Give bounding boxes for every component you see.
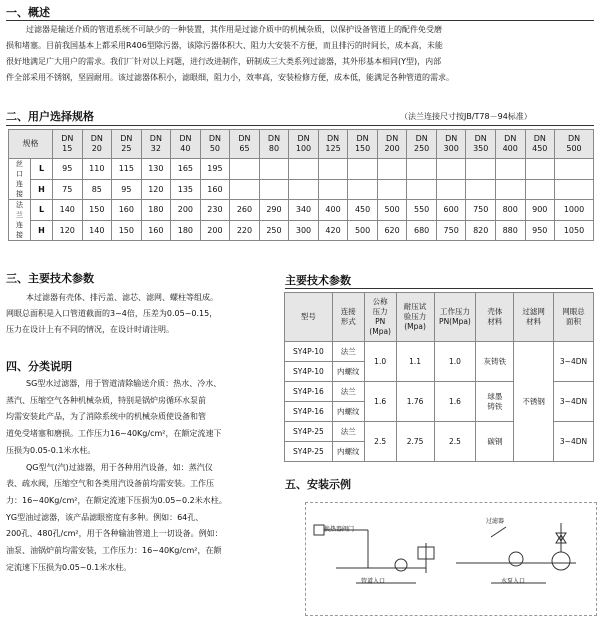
params-pn: 2.5 [364, 422, 396, 462]
spec-cell: 600 [436, 200, 466, 221]
spec-cell: 150 [82, 200, 112, 221]
spec-size-value: 125 [325, 144, 341, 153]
spec-dn-label: DN [326, 134, 340, 143]
tech-line: 网眼总面积是入口管道截面的3~4倍，压差为0.05~0.15， [6, 309, 218, 318]
params-header: 过滤网 材料 [514, 293, 554, 342]
spec-cell [289, 159, 319, 180]
spec-size-header [112, 130, 142, 159]
params-header: 壳体 材料 [476, 293, 514, 342]
spec-cell [525, 159, 555, 180]
overview-line: 过滤器是输送介质的管道系统不可缺少的一种装置，其作用是过滤介质中的机械杂质，以保护设备管道上的配件免受磨 [26, 25, 442, 34]
spec-note: （法兰连接尺寸按JB/T78－94标准） [400, 112, 532, 121]
params-area: 3~4DN [554, 382, 594, 422]
spec-dn-label: DN [120, 134, 133, 143]
spec-cell: 1050 [555, 220, 594, 241]
spec-cell [348, 159, 378, 180]
params-connection: 内螺纹 [332, 402, 364, 422]
classify-line: 表、疏水阀，压缩空气和各类用汽设备前均需安装。工作压 [6, 479, 214, 489]
spec-cell: 195 [200, 159, 230, 180]
spec-size-header [495, 130, 525, 159]
spec-cell: 260 [230, 200, 260, 221]
spec-corner: 规格 [9, 130, 53, 159]
spec-cell: 620 [377, 220, 407, 241]
spec-cell: 140 [53, 200, 83, 221]
spec-cell [318, 159, 348, 180]
spec-title: 二、用户选择规格 [6, 110, 94, 123]
spec-group-char: 接 [16, 231, 23, 239]
params-connection: 法兰 [332, 342, 364, 362]
overview-line: 很好地满足广大用户的需求。我们厂针对以上问题，进行改进制作，研制成三大类系列过滤器，其外形基本相同(Y型)，内部 [6, 57, 442, 66]
spec-cell [555, 179, 594, 200]
spec-cell [230, 159, 260, 180]
params-header: 工作压力 PN(Mpa) [434, 293, 476, 342]
spec-dn-label: DN [474, 134, 487, 143]
spec-cell [525, 179, 555, 200]
spec-size-value: 250 [414, 144, 430, 153]
classify-line: SG型水过滤器，用于管道清除输送介质：热水、冷水、 [26, 379, 222, 388]
params-model: SY4P-16 [285, 382, 333, 402]
spec-row [9, 200, 594, 221]
spec-cell: 160 [200, 179, 230, 200]
spec-dimension: L [31, 159, 53, 180]
spec-dn-label: DN [533, 134, 546, 143]
spec-table [8, 129, 594, 241]
spec-cell [230, 179, 260, 200]
spec-size-header [259, 130, 289, 159]
spec-dn-label: DN [238, 134, 251, 143]
spec-cell [407, 179, 437, 200]
tech-title: 三、主要技术参数 [6, 272, 94, 285]
params-shell: 碳钢 [476, 422, 514, 462]
leader-line [491, 527, 506, 537]
spec-cell: 120 [141, 179, 171, 200]
params-title: 主要技术参数 [285, 274, 351, 287]
params-model: SY4P-25 [285, 442, 333, 462]
label-pipe-inlet: 管道入口 [361, 578, 386, 585]
spec-cell: 160 [141, 220, 171, 241]
spec-cell: 400 [318, 200, 348, 221]
spec-cell [259, 159, 289, 180]
spec-size-value: 40 [180, 144, 191, 153]
classify-line: QG型气(汽)过滤器，用于各种用汽设备，如：蒸汽仪 [26, 462, 213, 472]
classify-line: 压损为0.05-0.1米水柱。 [6, 445, 96, 455]
spec-size-header [555, 130, 594, 159]
spec-cell [377, 179, 407, 200]
spec-group-char: 法 [16, 201, 23, 209]
spec-size-value: 200 [384, 144, 400, 153]
filter-symbol [509, 552, 523, 566]
spec-dn-label: DN [445, 134, 458, 143]
spec-size-header [436, 130, 466, 159]
pump-symbol [552, 552, 570, 570]
spec-group-char: 兰 [16, 211, 23, 219]
tech-line: 压力在设计上有不同的情况，在设计时请注明。 [6, 325, 174, 334]
params-test: 1.76 [396, 382, 434, 422]
spec-cell: 150 [112, 220, 142, 241]
spec-cell: 500 [377, 200, 407, 221]
spec-cell [436, 179, 466, 200]
params-model: SY4P-10 [285, 342, 333, 362]
spec-cell: 800 [495, 200, 525, 221]
spec-cell [289, 179, 319, 200]
overview-rule [6, 20, 594, 21]
params-work: 2.5 [434, 422, 476, 462]
spec-size-header [289, 130, 319, 159]
spec-size-header [407, 130, 437, 159]
spec-cell: 95 [112, 179, 142, 200]
overview-title: 一、概述 [6, 6, 50, 19]
params-header: 型号 [285, 293, 333, 342]
spec-size-value: 450 [532, 144, 548, 153]
spec-dn-label: DN [149, 134, 162, 143]
spec-cell: 180 [171, 220, 201, 241]
spec-cell [348, 179, 378, 200]
classify-line: 均需安装此产品，为了消除系统中的机械杂质使设备和管 [6, 412, 206, 422]
spec-cell: 820 [466, 220, 496, 241]
label-pump-inlet: 水泵入口 [501, 578, 526, 585]
params-test: 1.1 [396, 342, 434, 382]
spec-cell [377, 159, 407, 180]
overview-line: 损和堵塞。目前我国基本上都采用R406型除污器，该除污器体积大、阻力大安装不方便，而且排污的时间长，成本高，未能 [6, 41, 443, 50]
spec-size-value: 20 [91, 144, 102, 153]
params-model: SY4P-10 [285, 362, 333, 382]
spec-cell [466, 159, 496, 180]
spec-cell: 75 [53, 179, 83, 200]
spec-cell: 250 [259, 220, 289, 241]
spec-size-header [525, 130, 555, 159]
params-pn: 1.0 [364, 342, 396, 382]
classify-text [6, 376, 227, 576]
spec-group-char: 接 [16, 190, 23, 198]
params-header: 网眼总 面积 [554, 293, 594, 342]
params-connection: 内螺纹 [332, 362, 364, 382]
install-diagram [305, 502, 597, 616]
spec-cell [436, 159, 466, 180]
spec-size-header [200, 130, 230, 159]
spec-size-value: 25 [121, 144, 132, 153]
params-model: SY4P-25 [285, 422, 333, 442]
spec-dn-label: DN [267, 134, 281, 143]
spec-dn-label: DN [208, 134, 221, 143]
overview-line: 件全部采用不锈钢，坚固耐用。该过滤器体积小，滤眼细，阻力小，效率高，安装检修方便，成本低，能满足各种管道的需求。 [6, 73, 454, 82]
spec-cell: 165 [171, 159, 201, 180]
spec-group-char: 口 [16, 170, 23, 178]
spec-cell [495, 179, 525, 200]
install-drawing [306, 503, 596, 615]
spec-cell: 160 [112, 200, 142, 221]
spec-group-label [9, 200, 31, 241]
spec-size-value: 50 [209, 144, 221, 153]
spec-cell: 300 [289, 220, 319, 241]
spec-dn-label: DN [504, 134, 517, 143]
spec-cell: 880 [495, 220, 525, 241]
params-header: 耐压试 验压力 (Mpa) [396, 293, 434, 342]
spec-cell: 680 [407, 220, 437, 241]
spec-cell: 230 [200, 200, 230, 221]
spec-cell [555, 159, 594, 180]
spec-cell: 1000 [555, 200, 594, 221]
spec-size-value: 150 [354, 144, 371, 153]
classify-line: 蒸汽、压缩空气各种机械杂质，特别是锅炉房循环水泵前 [6, 395, 206, 405]
spec-dn-label: DN [90, 134, 103, 143]
spec-cell: 180 [141, 200, 171, 221]
params-header: 连接 形式 [332, 293, 364, 342]
spec-cell [495, 159, 525, 180]
spec-size-value: 65 [239, 144, 250, 153]
params-test: 2.75 [396, 422, 434, 462]
spec-cell: 110 [82, 159, 112, 180]
label-filter: 过滤器 [486, 518, 505, 525]
valve-symbol [314, 525, 324, 535]
spec-cell: 140 [82, 220, 112, 241]
spec-cell: 950 [525, 220, 555, 241]
classify-title: 四、分类说明 [6, 360, 72, 373]
spec-size-header [348, 130, 378, 159]
spec-cell: 130 [141, 159, 171, 180]
spec-row [9, 220, 594, 241]
spec-size-header [377, 130, 407, 159]
spec-size-value: 500 [566, 144, 582, 153]
classify-line: 油泵、油锅炉前均需安装，工作压力：16~40Kg/cm²，在额 [6, 546, 222, 556]
spec-dn-label: DN [356, 134, 369, 143]
spec-dimension: H [31, 220, 53, 241]
spec-size-header [141, 130, 171, 159]
spec-size-header [230, 130, 260, 159]
spec-size-header [171, 130, 201, 159]
classify-line: 力：16~40Kg/cm²，在额定流速下压损为0.05~0.2米水柱。 [6, 495, 227, 505]
spec-cell: 750 [436, 220, 466, 241]
tech-text [6, 290, 218, 338]
spec-row [9, 159, 594, 180]
classify-line: YG型油过滤器，该产品滤眼密度有多种。例如：64孔、 [6, 512, 204, 522]
spec-cell: 200 [171, 200, 201, 221]
spec-dn-label: DN [415, 134, 428, 143]
spec-dn-label: DN [297, 134, 310, 143]
spec-cell [466, 179, 496, 200]
spec-dn-label: DN [567, 134, 581, 143]
spec-dn-label: DN [386, 134, 399, 143]
spec-dn-label: DN [61, 134, 74, 143]
params-row [285, 342, 594, 362]
tech-line: 本过滤器有壳体、排污盖、滤芯、滤网、螺柱等组成。 [26, 293, 218, 302]
spec-row [9, 179, 594, 200]
spec-size-header [466, 130, 496, 159]
spec-cell: 135 [171, 179, 201, 200]
spec-size-value: 100 [295, 144, 312, 153]
classify-line: 定流速下压损为0.05~0.1米水柱。 [6, 562, 132, 572]
spec-size-value: 80 [268, 144, 280, 153]
spec-size-value: 400 [502, 144, 518, 153]
params-area: 3~4DN [554, 342, 594, 382]
filter-symbol [395, 559, 407, 571]
spec-size-header [82, 130, 112, 159]
params-connection: 内螺纹 [332, 442, 364, 462]
spec-cell: 85 [82, 179, 112, 200]
spec-cell: 900 [525, 200, 555, 221]
params-work: 1.0 [434, 342, 476, 382]
params-connection: 法兰 [332, 422, 364, 442]
classify-line: 道免受堵塞和磨损。工作压力16~40Kg/cm²，在额定流速下 [6, 429, 222, 439]
spec-cell: 95 [53, 159, 83, 180]
spec-cell: 340 [289, 200, 319, 221]
params-header: 公称 压力 PN (Mpa) [364, 293, 396, 342]
params-pn: 1.6 [364, 382, 396, 422]
params-mesh: 不锈钢 [514, 342, 554, 462]
spec-cell: 115 [112, 159, 142, 180]
spec-cell: 450 [348, 200, 378, 221]
spec-group-char: 连 [16, 221, 23, 229]
spec-size-header [53, 130, 83, 159]
params-work: 1.6 [434, 382, 476, 422]
overview-text [6, 22, 596, 86]
spec-dimension: H [31, 179, 53, 200]
spec-size-value: 350 [473, 144, 489, 153]
spec-cell: 550 [407, 200, 437, 221]
spec-size-header [318, 130, 348, 159]
spec-size-value: 300 [443, 144, 459, 153]
spec-cell [407, 159, 437, 180]
params-table [284, 292, 594, 462]
spec-rule [6, 125, 594, 126]
spec-cell [318, 179, 348, 200]
spec-group-label [9, 159, 31, 200]
spec-cell: 290 [259, 200, 289, 221]
spec-cell: 220 [230, 220, 260, 241]
params-area: 3~4DN [554, 422, 594, 462]
params-shell: 灰铸铁 [476, 342, 514, 382]
spec-cell: 420 [318, 220, 348, 241]
spec-size-value: 15 [62, 144, 73, 153]
spec-cell [259, 179, 289, 200]
classify-line: 200孔、480孔/cm²，用于各种输油管道上一切设备。例如： [6, 529, 223, 539]
spec-dimension: L [31, 200, 53, 221]
spec-dn-label: DN [179, 134, 192, 143]
spec-cell: 750 [466, 200, 496, 221]
label-heat-exchanger-valve: 换热器阀门 [324, 526, 355, 533]
params-connection: 法兰 [332, 382, 364, 402]
params-model: SY4P-16 [285, 402, 333, 422]
spec-cell: 120 [53, 220, 83, 241]
params-rule [285, 288, 593, 289]
install-title: 五、安装示例 [285, 478, 351, 491]
spec-size-value: 32 [150, 144, 161, 153]
spec-group-char: 丝 [16, 160, 23, 168]
spec-cell: 500 [348, 220, 378, 241]
spec-group-char: 连 [16, 180, 23, 188]
params-shell: 球墨 铸铁 [476, 382, 514, 422]
spec-cell: 200 [200, 220, 230, 241]
